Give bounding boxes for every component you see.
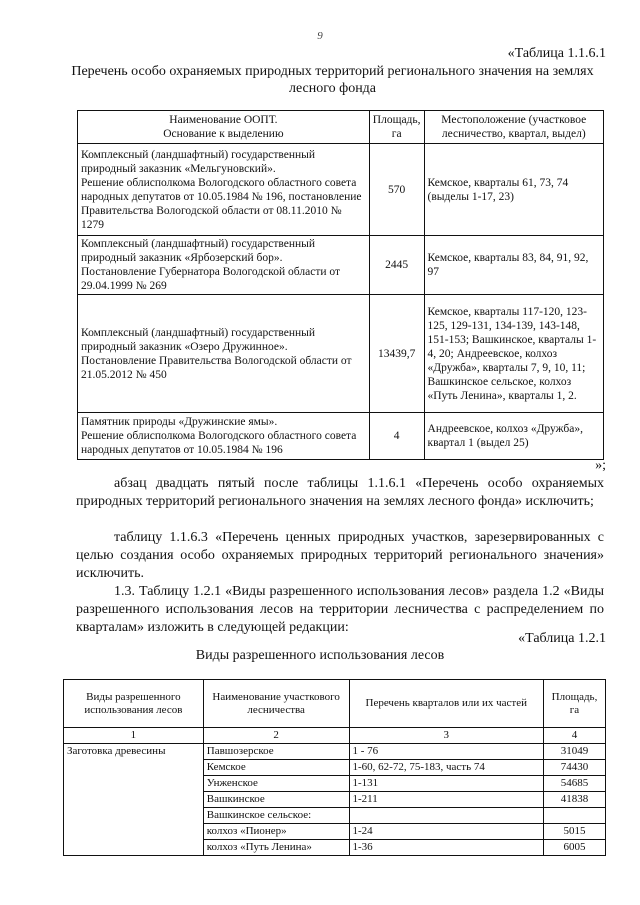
table1-cell-location: Кемское, кварталы 61, 73, 74 (выделы 1-17, 23)	[424, 144, 603, 236]
table-row	[78, 144, 604, 236]
table2-number-row	[64, 728, 606, 744]
table2-cell-forestry: Кемское	[203, 760, 349, 776]
paragraph-1: абзац двадцать пятый после таблицы 1.1.6.1 «Перечень особо охраняемых природных территорий регионального значения на землях лесного фонда» исключить;	[76, 476, 604, 509]
table2-group-cell: Заготовка древесины	[64, 744, 204, 856]
table2-colnum: 2	[203, 728, 349, 744]
table2-cell-forestry: колхоз «Пионер»	[203, 824, 349, 840]
table1-label: «Таблица 1.1.6.1	[507, 46, 606, 61]
table2-cell-forestry: Вашкинское	[203, 792, 349, 808]
table2-label: «Таблица 1.2.1	[518, 631, 606, 646]
table2-cell-quarters: 1-131	[349, 776, 544, 792]
table-row	[78, 413, 604, 460]
table2-cell-area: 41838	[544, 792, 606, 808]
table1-cell-name: Комплексный (ландшафтный) государственный природный заказник «Озеро Дружинное». Постановление Правительства Вологодской области от 21.05.2012 № 450	[78, 295, 370, 413]
table1-header-location: Местоположение (участковое лесничество, квартал, выдел)	[424, 111, 603, 144]
table2-cell-quarters	[349, 808, 544, 824]
table2-colnum: 3	[349, 728, 544, 744]
table1-cell-area: 2445	[369, 236, 424, 295]
table2-cell-area: 5015	[544, 824, 606, 840]
table1-header-area: Площадь, га	[369, 111, 424, 144]
table2-cell-quarters: 1 - 76	[349, 744, 544, 760]
table2-header-forestry: Наименование участкового лесничества	[203, 680, 349, 728]
table2-cell-forestry: Павшозерское	[203, 744, 349, 760]
table1-cell-location: Кемское, кварталы 83, 84, 91, 92, 97	[424, 236, 603, 295]
table1-cell-location: Андреевское, колхоз «Дружба», квартал 1 (выдел 25)	[424, 413, 603, 460]
table1-cell-name: Комплексный (ландшафтный) государственный природный заказник «Мельгуновский». Решение облисполкома Вологодского областного совета народных депутатов от 10.05.1984 № 196, постановление Правительства Вологодской области от 08.11.2010 № 1279	[78, 144, 370, 236]
table-row	[78, 236, 604, 295]
table2	[63, 679, 606, 856]
table1-cell-area: 570	[369, 144, 424, 236]
page-number: 9	[317, 30, 323, 42]
table-row	[64, 744, 606, 760]
table1-closing: »;	[595, 458, 606, 473]
table2-header-row	[64, 680, 606, 728]
table1	[77, 110, 604, 460]
table2-cell-area	[544, 808, 606, 824]
paragraph-3: 1.3. Таблицу 1.2.1 «Виды разрешенного использования лесов» раздела 1.2 «Виды разрешенного использования лесов на территории лесничества с распределением по кварталам» изложить в следующей редакции:	[76, 584, 604, 635]
table2-cell-quarters: 1-36	[349, 840, 544, 856]
table2-cell-quarters: 1-24	[349, 824, 544, 840]
table2-cell-area: 31049	[544, 744, 606, 760]
table2-header-area: Площадь, га	[544, 680, 606, 728]
table1-cell-name: Комплексный (ландшафтный) государственный природный заказник «Ярбозерский бор». Постановление Губернатора Вологодской области от 29.04.1999 № 269	[78, 236, 370, 295]
table1-title: Перечень особо охраняемых природных территорий регионального значения на землях лесного фонда	[71, 64, 594, 96]
table2-title: Виды разрешенного использования лесов	[195, 648, 445, 663]
table2-colnum: 4	[544, 728, 606, 744]
table2-header-quarters: Перечень кварталов или их частей	[349, 680, 544, 728]
table2-header-use: Виды разрешенного использования лесов	[64, 680, 204, 728]
table-row	[78, 295, 604, 413]
table2-cell-forestry: Вашкинское сельское:	[203, 808, 349, 824]
table2-cell-forestry: колхоз «Путь Ленина»	[203, 840, 349, 856]
table2-colnum: 1	[64, 728, 204, 744]
table1-cell-area: 13439,7	[369, 295, 424, 413]
table1-cell-location: Кемское, кварталы 117-120, 123-125, 129-131, 134-139, 143-148, 151-153; Вашкинское, кварталы 1-4, 20; Андреевское, колхоз «Дружба», кварталы 7, 9, 10, 11; Вашкинское сельское, колхоз «Путь Ленина», кварталы 1, 2.	[424, 295, 603, 413]
table1-cell-area: 4	[369, 413, 424, 460]
table2-cell-quarters: 1-60, 62-72, 75-183, часть 74	[349, 760, 544, 776]
table2-cell-area: 54685	[544, 776, 606, 792]
table2-cell-quarters: 1-211	[349, 792, 544, 808]
table1-cell-name: Памятник природы «Дружинские ямы». Решение облисполкома Вологодского областного совета народных депутатов от 10.05.1984 № 196	[78, 413, 370, 460]
paragraph-2: таблицу 1.1.6.3 «Перечень ценных природных участков, зарезервированных с целью создания особо охраняемых природных территорий регионального значения» исключить.	[76, 530, 604, 581]
table1-header-row	[78, 111, 604, 144]
table2-cell-forestry: Унженское	[203, 776, 349, 792]
table2-cell-area: 74430	[544, 760, 606, 776]
table2-cell-area: 6005	[544, 840, 606, 856]
table1-header-name: Наименование ООПТ. Основание к выделению	[78, 111, 370, 144]
